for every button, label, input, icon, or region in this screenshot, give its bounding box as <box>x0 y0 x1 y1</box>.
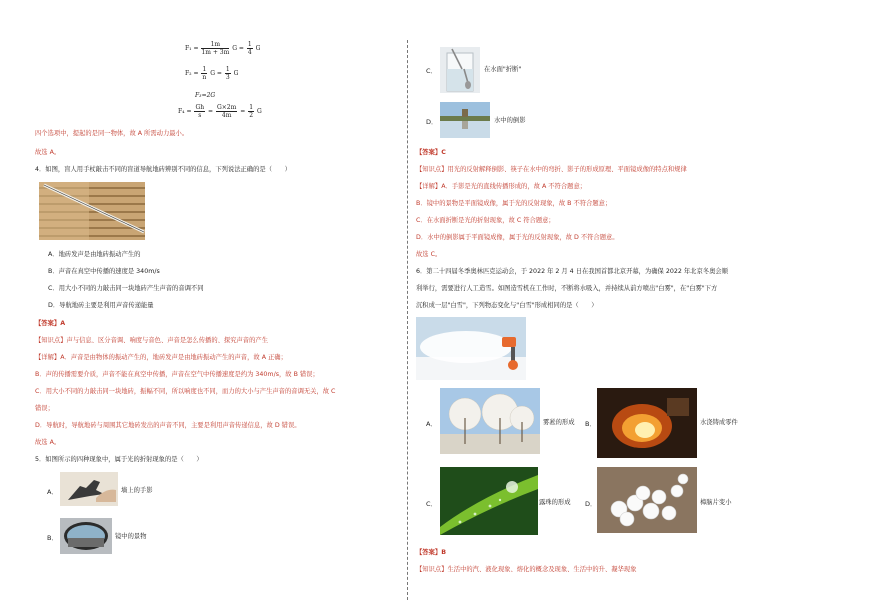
spoon-in-water-image <box>440 47 480 93</box>
water-reflection-image <box>440 102 490 138</box>
spoon-in-water-illustration <box>440 47 480 93</box>
denominator: 2 <box>249 112 254 119</box>
fraction <box>194 104 205 119</box>
water-reflection-illustration <box>440 102 490 138</box>
question-6-line: 6．第二十四届冬季奥林匹克运动会，于 2022 年 2 月 4 日在我国首都北京开幕，为确保 2022 年北京冬奥会顺 <box>416 268 728 275</box>
formula-text: G <box>256 108 262 115</box>
q5-detail-line: D．水中的倒影属于平面镜成像，属于光的反射现象，故 D 不符合题意。 <box>416 234 619 241</box>
conclusion-text: 四个选项中，提起的是同一物体，故 A 所需动力最小。 <box>35 130 189 137</box>
formula-f4 <box>178 104 262 119</box>
formula-text: F₁ = <box>185 45 199 52</box>
snow-machine-illustration <box>416 317 526 380</box>
formula-text: G = <box>210 70 222 77</box>
q6-option-b-text: 水浇铸成零件 <box>700 419 738 426</box>
fraction <box>201 41 229 56</box>
rime-image <box>440 388 540 454</box>
formula-f1 <box>185 41 260 56</box>
q4-option-b: B．声音在真空中传播的速度是 340m/s <box>48 268 160 275</box>
q5-option-b-text: 镜中的景物 <box>115 533 147 540</box>
q6-option-b-label: B． <box>585 420 596 428</box>
q5-answer: 【答案】C <box>416 149 446 156</box>
q5-detail-line: C．在水面折断是光的折射现象，故 C 符合题意； <box>416 217 555 224</box>
q4-detail-line: D．导航时，导航地砖与周围其它地砖发出的声音不同，主要是利用声音传递信息，故 D 错误。 <box>35 422 301 429</box>
q6-option-c-label: C． <box>426 500 438 508</box>
q5-option-b-label: B． <box>47 534 58 542</box>
column-divider <box>407 40 408 600</box>
q5-detail-line: B．镜中的景物是平面镜成像，属于光的反射现象，故 B 不符合题意； <box>416 200 612 207</box>
mothballs-illustration <box>597 467 697 533</box>
dew-image <box>440 467 538 535</box>
q4-option-c: C．用大小不同的力敲击同一块地砖产生声音的音调不同 <box>48 285 204 292</box>
choose-text: 故选 A。 <box>35 149 61 156</box>
fraction <box>201 66 207 81</box>
molten-metal-illustration <box>597 388 697 458</box>
q6-option-d-label: D． <box>585 500 597 508</box>
choose-text: 故选 C。 <box>416 251 442 258</box>
blind-path-illustration <box>39 182 145 240</box>
formula-text: F₂ = <box>185 70 199 77</box>
q4-detail-line: 【详解】A．声音是由物体的振动产生的，地砖发声是由地砖振动产生的声音，故 A 正确； <box>35 354 287 361</box>
formula-text: G = <box>232 45 244 52</box>
q5-knowledge: 【知识点】用光的反射解释倒影、筷子在水中的弯折、影子的形成原理、平面镜成像的特点和规律 <box>416 166 687 173</box>
q6-option-a-text: 雾凇的形成 <box>543 419 575 426</box>
numerator: 1 <box>225 66 230 73</box>
snow-machine-image <box>416 317 526 380</box>
molten-metal-image <box>597 388 697 458</box>
denominator: s <box>198 112 202 119</box>
formula-text: = <box>240 108 246 115</box>
q5-option-a-label: A． <box>47 488 58 496</box>
question-4: 4．如图，盲人用手杖敲击不同的盲道导航地砖辨别不同的信息，下列说法正确的是（ ） <box>35 166 291 173</box>
numerator: Gh <box>195 104 205 111</box>
q5-option-a-text: 墙上的手影 <box>121 487 153 494</box>
car-mirror-illustration <box>60 518 112 554</box>
fraction <box>248 104 254 119</box>
q6-option-c-text: 露珠的形成 <box>539 499 571 506</box>
question-5: 5．如图所示的四种现象中，属于光的折射现象的是（ ） <box>35 456 203 463</box>
q6-answer: 【答案】B <box>416 549 446 556</box>
formula-f3: F₃=2G <box>195 92 216 99</box>
numerator: 1 <box>249 104 254 111</box>
formula-text: F₄ = <box>178 108 192 115</box>
q5-option-d-text: 水中的倒影 <box>494 117 526 124</box>
q4-detail-line: B．声的传播需要介质，声音不能在真空中传播，声音在空气中传播速度是约为 340m/s，故 B 错误； <box>35 371 319 378</box>
numerator: 1 <box>202 66 207 73</box>
denominator: 4 <box>247 49 252 56</box>
denominator: 4m <box>221 112 232 119</box>
q6-knowledge: 【知识点】生活中的汽、液化现象、熔化的概念及现象、生活中的升、凝华现象 <box>416 566 637 573</box>
fraction <box>247 41 253 56</box>
hand-shadow-image <box>60 472 118 506</box>
q5-option-c-text: 在水面"折断" <box>484 66 522 73</box>
q4-detail-line: C．用大小不同的力敲击同一块地砖，振幅不同，所以响度也不同，而力的大小与产生声音的音调无关，故 C <box>35 388 336 395</box>
q4-option-d: D．导航地砖主要是利用声音传递能量 <box>48 302 154 309</box>
q6-option-a-label: A． <box>426 420 437 428</box>
denominator: 3 <box>225 74 230 81</box>
hand-shadow-illustration <box>60 472 118 506</box>
mothballs-image <box>597 467 697 533</box>
q4-answer: 【答案】A <box>35 320 66 327</box>
formula-text: G <box>233 70 239 77</box>
fraction <box>216 104 237 119</box>
q4-option-a: A．地砖发声是由地砖振动产生的 <box>48 251 141 258</box>
rime-illustration <box>440 388 540 454</box>
q5-detail-line: 【详解】A．手影是光的直线传播形成的，故 A 不符合题意； <box>416 183 587 190</box>
q5-option-d-label: D． <box>426 118 438 126</box>
fraction <box>225 66 231 81</box>
denominator: n <box>202 74 207 81</box>
blind-path-image <box>39 182 145 240</box>
formula-text: = <box>208 108 214 115</box>
q4-knowledge: 【知识点】声与信息、区分音调、响度与音色、声音是怎么传播的、探究声音的产生 <box>35 337 268 344</box>
numerator: G×2m <box>216 104 237 111</box>
formula-f2 <box>185 66 238 81</box>
numerator: 1m <box>201 41 229 49</box>
q6-option-d-text: 樟脑片变小 <box>700 499 732 506</box>
numerator: 1 <box>247 41 252 48</box>
formula-text: G <box>255 45 261 52</box>
question-6-line: 利举行，需要进行人工造雪。如图造雪机在工作时，不断将水吸入，并持续从前方喷出"白雾"，在"白雾"下方 <box>416 285 718 292</box>
dew-illustration <box>440 467 538 535</box>
q4-detail-line: 错误； <box>35 405 54 412</box>
car-mirror-image <box>60 518 112 554</box>
question-6-line: 沉积成一层"白雪"，下列物态变化与"白雪"形成相同的是（ ） <box>416 302 598 309</box>
choose-text: 故选 A。 <box>35 439 61 446</box>
denominator: 1m + 3m <box>201 49 230 56</box>
q5-option-c-label: C． <box>426 67 438 75</box>
